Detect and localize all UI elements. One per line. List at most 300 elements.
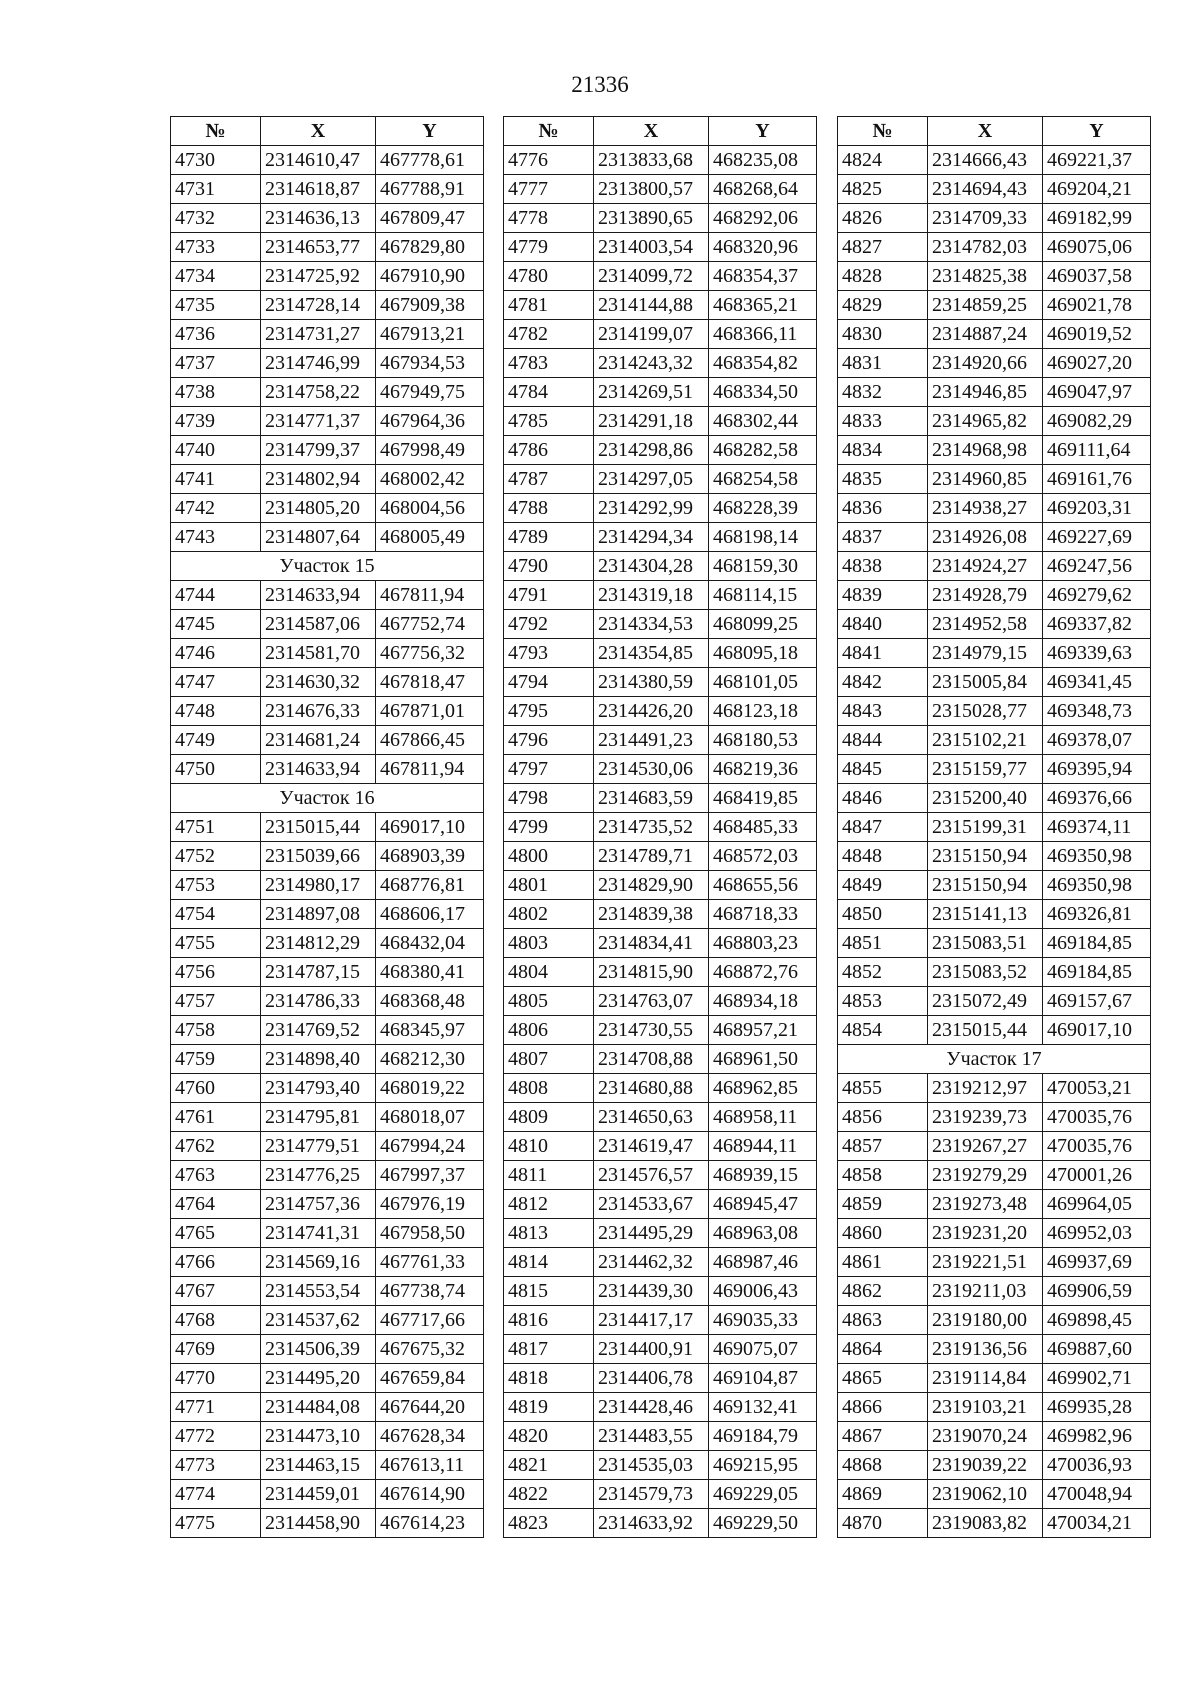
x-coordinate-cell: 2314666,43 xyxy=(928,146,1043,175)
point-number-cell: 4735 xyxy=(171,291,261,320)
table-row xyxy=(838,1335,1151,1364)
point-number-cell: 4799 xyxy=(504,813,594,842)
point-number-cell: 4758 xyxy=(171,1016,261,1045)
x-coordinate-cell: 2314924,27 xyxy=(928,552,1043,581)
point-number-cell: 4786 xyxy=(504,436,594,465)
point-number-cell: 4841 xyxy=(838,639,928,668)
y-coordinate-cell: 467949,75 xyxy=(376,378,484,407)
table-row xyxy=(838,291,1151,320)
y-coordinate-cell: 468572,03 xyxy=(709,842,817,871)
header-number: № xyxy=(171,117,261,146)
point-number-cell: 4857 xyxy=(838,1132,928,1161)
y-coordinate-cell: 468004,56 xyxy=(376,494,484,523)
x-coordinate-cell: 2319103,21 xyxy=(928,1393,1043,1422)
point-number-cell: 4831 xyxy=(838,349,928,378)
table-row xyxy=(838,523,1151,552)
y-coordinate-cell: 469227,69 xyxy=(1043,523,1151,552)
table-row xyxy=(504,1364,817,1393)
y-coordinate-cell: 468365,21 xyxy=(709,291,817,320)
y-coordinate-cell: 469082,29 xyxy=(1043,407,1151,436)
point-number-cell: 4804 xyxy=(504,958,594,987)
y-coordinate-cell: 469395,94 xyxy=(1043,755,1151,784)
table-row xyxy=(838,1509,1151,1538)
table-row xyxy=(838,349,1151,378)
x-coordinate-cell: 2314789,71 xyxy=(594,842,709,871)
table-row xyxy=(838,233,1151,262)
y-coordinate-cell: 469104,87 xyxy=(709,1364,817,1393)
point-number-cell: 4854 xyxy=(838,1016,928,1045)
table-row xyxy=(838,1393,1151,1422)
point-number-cell: 4790 xyxy=(504,552,594,581)
table-row xyxy=(171,1248,484,1277)
point-number-cell: 4805 xyxy=(504,987,594,1016)
y-coordinate-cell: 467997,37 xyxy=(376,1161,484,1190)
x-coordinate-cell: 2314757,36 xyxy=(261,1190,376,1219)
x-coordinate-cell: 2314633,94 xyxy=(261,581,376,610)
y-coordinate-cell: 469937,69 xyxy=(1043,1248,1151,1277)
table-row xyxy=(838,668,1151,697)
point-number-cell: 4780 xyxy=(504,262,594,291)
point-number-cell: 4806 xyxy=(504,1016,594,1045)
table-row xyxy=(838,407,1151,436)
table-row xyxy=(171,204,484,233)
y-coordinate-cell: 469157,67 xyxy=(1043,987,1151,1016)
x-coordinate-cell: 2315159,77 xyxy=(928,755,1043,784)
point-number-cell: 4853 xyxy=(838,987,928,1016)
point-number-cell: 4801 xyxy=(504,871,594,900)
table-row xyxy=(504,1190,817,1219)
table-row xyxy=(504,204,817,233)
point-number-cell: 4822 xyxy=(504,1480,594,1509)
y-coordinate-cell: 469376,66 xyxy=(1043,784,1151,813)
x-coordinate-cell: 2314417,17 xyxy=(594,1306,709,1335)
x-coordinate-cell: 2314709,33 xyxy=(928,204,1043,233)
x-coordinate-cell: 2314897,08 xyxy=(261,900,376,929)
y-coordinate-cell: 468776,81 xyxy=(376,871,484,900)
table-row xyxy=(838,987,1151,1016)
table-row xyxy=(838,784,1151,813)
y-coordinate-cell: 468485,33 xyxy=(709,813,817,842)
point-number-cell: 4770 xyxy=(171,1364,261,1393)
point-number-cell: 4796 xyxy=(504,726,594,755)
y-coordinate-cell: 468219,36 xyxy=(709,755,817,784)
point-number-cell: 4868 xyxy=(838,1451,928,1480)
table-row xyxy=(838,1132,1151,1161)
point-number-cell: 4762 xyxy=(171,1132,261,1161)
y-coordinate-cell: 468872,76 xyxy=(709,958,817,987)
point-number-cell: 4788 xyxy=(504,494,594,523)
x-coordinate-cell: 2314199,07 xyxy=(594,320,709,349)
table-row xyxy=(838,1074,1151,1103)
point-number-cell: 4813 xyxy=(504,1219,594,1248)
x-coordinate-cell: 2314463,15 xyxy=(261,1451,376,1480)
y-coordinate-cell: 467644,20 xyxy=(376,1393,484,1422)
x-coordinate-cell: 2314144,88 xyxy=(594,291,709,320)
point-number-cell: 4852 xyxy=(838,958,928,987)
y-coordinate-cell: 468018,07 xyxy=(376,1103,484,1132)
point-number-cell: 4737 xyxy=(171,349,261,378)
y-coordinate-cell: 469215,95 xyxy=(709,1451,817,1480)
point-number-cell: 4856 xyxy=(838,1103,928,1132)
point-number-cell: 4823 xyxy=(504,1509,594,1538)
table-row xyxy=(504,1016,817,1045)
table-row xyxy=(171,813,484,842)
point-number-cell: 4821 xyxy=(504,1451,594,1480)
y-coordinate-cell: 469035,33 xyxy=(709,1306,817,1335)
point-number-cell: 4750 xyxy=(171,755,261,784)
x-coordinate-cell: 2314483,55 xyxy=(594,1422,709,1451)
table-row xyxy=(171,233,484,262)
point-number-cell: 4791 xyxy=(504,581,594,610)
x-coordinate-cell: 2314484,08 xyxy=(261,1393,376,1422)
x-coordinate-cell: 2315150,94 xyxy=(928,871,1043,900)
y-coordinate-cell: 468354,82 xyxy=(709,349,817,378)
point-number-cell: 4769 xyxy=(171,1335,261,1364)
table-row xyxy=(171,1277,484,1306)
section-title: Участок 17 xyxy=(838,1045,1151,1074)
y-coordinate-cell: 469952,03 xyxy=(1043,1219,1151,1248)
y-coordinate-cell: 469075,07 xyxy=(709,1335,817,1364)
table-row xyxy=(504,1480,817,1509)
y-coordinate-cell: 468002,42 xyxy=(376,465,484,494)
x-coordinate-cell: 2315141,13 xyxy=(928,900,1043,929)
point-number-cell: 4787 xyxy=(504,465,594,494)
table-row xyxy=(504,697,817,726)
x-coordinate-cell: 2314681,24 xyxy=(261,726,376,755)
table-row xyxy=(171,262,484,291)
x-coordinate-cell: 2314728,14 xyxy=(261,291,376,320)
header-x: X xyxy=(261,117,376,146)
point-number-cell: 4747 xyxy=(171,668,261,697)
y-coordinate-cell: 467756,32 xyxy=(376,639,484,668)
table-row xyxy=(171,1190,484,1219)
x-coordinate-cell: 2314459,01 xyxy=(261,1480,376,1509)
table-row xyxy=(171,987,484,1016)
section-title: Участок 16 xyxy=(171,784,484,813)
y-coordinate-cell: 468957,21 xyxy=(709,1016,817,1045)
table-row xyxy=(504,552,817,581)
x-coordinate-cell: 2314725,92 xyxy=(261,262,376,291)
y-coordinate-cell: 467809,47 xyxy=(376,204,484,233)
y-coordinate-cell: 470053,21 xyxy=(1043,1074,1151,1103)
point-number-cell: 4802 xyxy=(504,900,594,929)
point-number-cell: 4768 xyxy=(171,1306,261,1335)
point-number-cell: 4785 xyxy=(504,407,594,436)
x-coordinate-cell: 2314636,13 xyxy=(261,204,376,233)
table-row xyxy=(171,871,484,900)
point-number-cell: 4776 xyxy=(504,146,594,175)
coordinates-table-2 xyxy=(503,116,817,1538)
y-coordinate-cell: 468180,53 xyxy=(709,726,817,755)
y-coordinate-cell: 467717,66 xyxy=(376,1306,484,1335)
table-row xyxy=(838,755,1151,784)
point-number-cell: 4789 xyxy=(504,523,594,552)
table-row xyxy=(838,1248,1151,1277)
y-coordinate-cell: 468099,25 xyxy=(709,610,817,639)
point-number-cell: 4862 xyxy=(838,1277,928,1306)
point-number-cell: 4847 xyxy=(838,813,928,842)
table-row xyxy=(838,813,1151,842)
table-row xyxy=(504,407,817,436)
x-coordinate-cell: 2314439,30 xyxy=(594,1277,709,1306)
table-row xyxy=(838,639,1151,668)
point-number-cell: 4745 xyxy=(171,610,261,639)
table-row xyxy=(171,320,484,349)
x-coordinate-cell: 2314354,85 xyxy=(594,639,709,668)
y-coordinate-cell: 469006,43 xyxy=(709,1277,817,1306)
table-row xyxy=(171,929,484,958)
table-row xyxy=(504,1161,817,1190)
y-coordinate-cell: 468962,85 xyxy=(709,1074,817,1103)
x-coordinate-cell: 2314530,06 xyxy=(594,755,709,784)
point-number-cell: 4733 xyxy=(171,233,261,262)
point-number-cell: 4743 xyxy=(171,523,261,552)
table-row xyxy=(504,1451,817,1480)
x-coordinate-cell: 2314298,86 xyxy=(594,436,709,465)
table-row xyxy=(504,581,817,610)
point-number-cell: 4865 xyxy=(838,1364,928,1393)
point-number-cell: 4855 xyxy=(838,1074,928,1103)
x-coordinate-cell: 2314334,53 xyxy=(594,610,709,639)
y-coordinate-cell: 468419,85 xyxy=(709,784,817,813)
x-coordinate-cell: 2319267,27 xyxy=(928,1132,1043,1161)
y-coordinate-cell: 468945,47 xyxy=(709,1190,817,1219)
header-number: № xyxy=(504,117,594,146)
table-row xyxy=(504,1074,817,1103)
x-coordinate-cell: 2314633,94 xyxy=(261,755,376,784)
x-coordinate-cell: 2314458,90 xyxy=(261,1509,376,1538)
table-row xyxy=(171,175,484,204)
x-coordinate-cell: 2314428,46 xyxy=(594,1393,709,1422)
point-number-cell: 4832 xyxy=(838,378,928,407)
table-row xyxy=(504,1277,817,1306)
table-row xyxy=(504,958,817,987)
table-row xyxy=(504,755,817,784)
table-row xyxy=(838,581,1151,610)
table-row xyxy=(504,871,817,900)
y-coordinate-cell: 468803,23 xyxy=(709,929,817,958)
y-coordinate-cell: 469350,98 xyxy=(1043,871,1151,900)
y-coordinate-cell: 468268,64 xyxy=(709,175,817,204)
x-coordinate-cell: 2314812,29 xyxy=(261,929,376,958)
table-row xyxy=(171,378,484,407)
y-coordinate-cell: 467818,47 xyxy=(376,668,484,697)
x-coordinate-cell: 2314708,88 xyxy=(594,1045,709,1074)
y-coordinate-cell: 469184,85 xyxy=(1043,958,1151,987)
y-coordinate-cell: 468903,39 xyxy=(376,842,484,871)
table-row xyxy=(504,1248,817,1277)
point-number-cell: 4837 xyxy=(838,523,928,552)
table-row xyxy=(504,1422,817,1451)
table-row xyxy=(838,494,1151,523)
table-row xyxy=(171,1422,484,1451)
table-row xyxy=(171,755,484,784)
table-row xyxy=(838,842,1151,871)
table-row xyxy=(838,436,1151,465)
table-row xyxy=(171,1364,484,1393)
y-coordinate-cell: 470035,76 xyxy=(1043,1103,1151,1132)
x-coordinate-cell: 2314805,20 xyxy=(261,494,376,523)
point-number-cell: 4836 xyxy=(838,494,928,523)
header-x: X xyxy=(928,117,1043,146)
table-row xyxy=(504,1306,817,1335)
table-row xyxy=(504,610,817,639)
point-number-cell: 4839 xyxy=(838,581,928,610)
table-row xyxy=(504,726,817,755)
y-coordinate-cell: 469887,60 xyxy=(1043,1335,1151,1364)
y-coordinate-cell: 468366,11 xyxy=(709,320,817,349)
x-coordinate-cell: 2314304,28 xyxy=(594,552,709,581)
point-number-cell: 4734 xyxy=(171,262,261,291)
point-number-cell: 4763 xyxy=(171,1161,261,1190)
point-number-cell: 4870 xyxy=(838,1509,928,1538)
point-number-cell: 4784 xyxy=(504,378,594,407)
x-coordinate-cell: 2314495,20 xyxy=(261,1364,376,1393)
table-row xyxy=(171,1016,484,1045)
table-row xyxy=(171,1132,484,1161)
table-row xyxy=(838,871,1151,900)
point-number-cell: 4810 xyxy=(504,1132,594,1161)
x-coordinate-cell: 2314795,81 xyxy=(261,1103,376,1132)
y-coordinate-cell: 469184,85 xyxy=(1043,929,1151,958)
y-coordinate-cell: 469182,99 xyxy=(1043,204,1151,233)
point-number-cell: 4771 xyxy=(171,1393,261,1422)
point-number-cell: 4846 xyxy=(838,784,928,813)
table-header-row xyxy=(171,117,484,146)
y-coordinate-cell: 467628,34 xyxy=(376,1422,484,1451)
point-number-cell: 4757 xyxy=(171,987,261,1016)
y-coordinate-cell: 468095,18 xyxy=(709,639,817,668)
y-coordinate-cell: 469229,50 xyxy=(709,1509,817,1538)
y-coordinate-cell: 469374,11 xyxy=(1043,813,1151,842)
table-row xyxy=(838,175,1151,204)
table-row xyxy=(838,1190,1151,1219)
table-row xyxy=(838,929,1151,958)
point-number-cell: 4843 xyxy=(838,697,928,726)
point-number-cell: 4814 xyxy=(504,1248,594,1277)
y-coordinate-cell: 467829,80 xyxy=(376,233,484,262)
x-coordinate-cell: 2314694,43 xyxy=(928,175,1043,204)
table-row xyxy=(171,1335,484,1364)
y-coordinate-cell: 470001,26 xyxy=(1043,1161,1151,1190)
table-row xyxy=(504,639,817,668)
point-number-cell: 4781 xyxy=(504,291,594,320)
y-coordinate-cell: 469047,97 xyxy=(1043,378,1151,407)
y-coordinate-cell: 469902,71 xyxy=(1043,1364,1151,1393)
point-number-cell: 4730 xyxy=(171,146,261,175)
y-coordinate-cell: 468212,30 xyxy=(376,1045,484,1074)
x-coordinate-cell: 2319136,56 xyxy=(928,1335,1043,1364)
x-coordinate-cell: 2314968,98 xyxy=(928,436,1043,465)
x-coordinate-cell: 2314292,99 xyxy=(594,494,709,523)
x-coordinate-cell: 2314758,22 xyxy=(261,378,376,407)
point-number-cell: 4760 xyxy=(171,1074,261,1103)
point-number-cell: 4772 xyxy=(171,1422,261,1451)
x-coordinate-cell: 2314653,77 xyxy=(261,233,376,262)
x-coordinate-cell: 2314746,99 xyxy=(261,349,376,378)
x-coordinate-cell: 2314731,27 xyxy=(261,320,376,349)
x-coordinate-cell: 2314650,63 xyxy=(594,1103,709,1132)
x-coordinate-cell: 2314537,62 xyxy=(261,1306,376,1335)
table-row xyxy=(504,465,817,494)
table-row xyxy=(504,813,817,842)
point-number-cell: 4779 xyxy=(504,233,594,262)
table-row xyxy=(504,842,817,871)
x-coordinate-cell: 2315015,44 xyxy=(928,1016,1043,1045)
x-coordinate-cell: 2314618,87 xyxy=(261,175,376,204)
x-coordinate-cell: 2315028,77 xyxy=(928,697,1043,726)
x-coordinate-cell: 2314782,03 xyxy=(928,233,1043,262)
x-coordinate-cell: 2314380,59 xyxy=(594,668,709,697)
table-row xyxy=(504,784,817,813)
x-coordinate-cell: 2314294,34 xyxy=(594,523,709,552)
table-row xyxy=(504,1509,817,1538)
x-coordinate-cell: 2314815,90 xyxy=(594,958,709,987)
table-row xyxy=(171,436,484,465)
x-coordinate-cell: 2314462,32 xyxy=(594,1248,709,1277)
table-row xyxy=(171,958,484,987)
table-row xyxy=(171,1161,484,1190)
x-coordinate-cell: 2315083,51 xyxy=(928,929,1043,958)
x-coordinate-cell: 2313800,57 xyxy=(594,175,709,204)
table-row xyxy=(838,1422,1151,1451)
x-coordinate-cell: 2314920,66 xyxy=(928,349,1043,378)
y-coordinate-cell: 468606,17 xyxy=(376,900,484,929)
point-number-cell: 4864 xyxy=(838,1335,928,1364)
section-row xyxy=(171,784,484,813)
coordinates-table-1 xyxy=(170,116,484,1538)
y-coordinate-cell: 470034,21 xyxy=(1043,1509,1151,1538)
y-coordinate-cell: 468101,05 xyxy=(709,668,817,697)
point-number-cell: 4767 xyxy=(171,1277,261,1306)
x-coordinate-cell: 2314400,91 xyxy=(594,1335,709,1364)
point-number-cell: 4848 xyxy=(838,842,928,871)
x-coordinate-cell: 2314799,37 xyxy=(261,436,376,465)
x-coordinate-cell: 2314771,37 xyxy=(261,407,376,436)
x-coordinate-cell: 2314319,18 xyxy=(594,581,709,610)
y-coordinate-cell: 469111,64 xyxy=(1043,436,1151,465)
x-coordinate-cell: 2315083,52 xyxy=(928,958,1043,987)
table-row xyxy=(504,1045,817,1074)
y-coordinate-cell: 467964,36 xyxy=(376,407,484,436)
section-title: Участок 15 xyxy=(171,552,484,581)
x-coordinate-cell: 2314839,38 xyxy=(594,900,709,929)
y-coordinate-cell: 468005,49 xyxy=(376,523,484,552)
y-coordinate-cell: 468198,14 xyxy=(709,523,817,552)
x-coordinate-cell: 2314680,88 xyxy=(594,1074,709,1103)
point-number-cell: 4819 xyxy=(504,1393,594,1422)
y-coordinate-cell: 469019,52 xyxy=(1043,320,1151,349)
table-row xyxy=(838,958,1151,987)
table-row xyxy=(504,1335,817,1364)
x-coordinate-cell: 2314553,54 xyxy=(261,1277,376,1306)
table-row xyxy=(838,697,1151,726)
section-row xyxy=(171,552,484,581)
x-coordinate-cell: 2314859,25 xyxy=(928,291,1043,320)
point-number-cell: 4777 xyxy=(504,175,594,204)
y-coordinate-cell: 469075,06 xyxy=(1043,233,1151,262)
point-number-cell: 4742 xyxy=(171,494,261,523)
table-row xyxy=(838,378,1151,407)
point-number-cell: 4798 xyxy=(504,784,594,813)
x-coordinate-cell: 2314980,17 xyxy=(261,871,376,900)
x-coordinate-cell: 2314426,20 xyxy=(594,697,709,726)
point-number-cell: 4834 xyxy=(838,436,928,465)
header-y: Y xyxy=(1043,117,1151,146)
point-number-cell: 4811 xyxy=(504,1161,594,1190)
x-coordinate-cell: 2314965,82 xyxy=(928,407,1043,436)
y-coordinate-cell: 468944,11 xyxy=(709,1132,817,1161)
